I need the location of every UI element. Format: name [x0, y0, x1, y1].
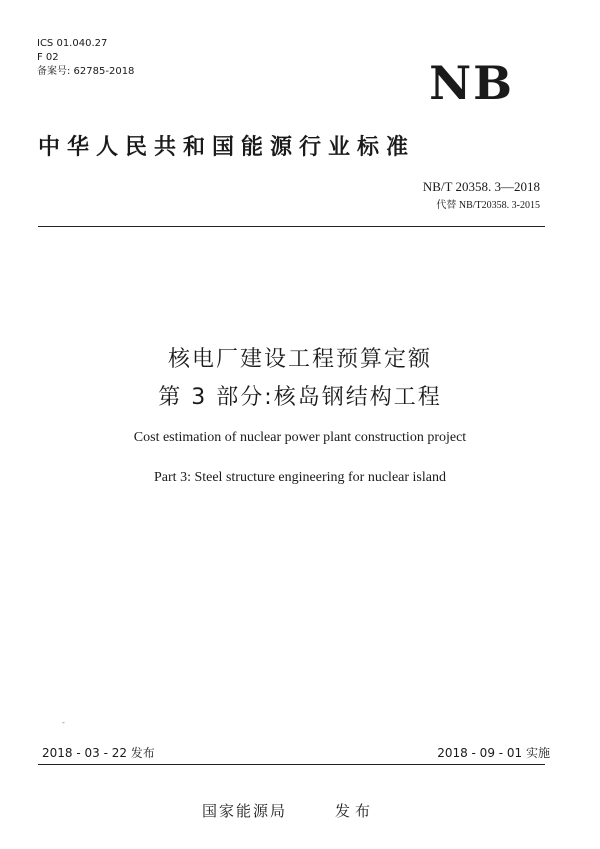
scan-mark: - — [62, 718, 65, 727]
publish-label: 发布 — [335, 802, 376, 820]
footer-divider — [38, 764, 545, 765]
header-divider — [38, 226, 545, 227]
publisher-name: 国家能源局 — [202, 802, 288, 820]
title-chinese-line1: 核电厂建设工程预算定额 — [167, 347, 432, 372]
nb-logo: NB — [429, 56, 514, 110]
standard-type-title: 中华人民共和国能源行业标准 — [38, 135, 416, 160]
implementation-date: 2018 - 09 - 01 实施 — [437, 746, 550, 760]
standard-number: NB/T 20358. 3—2018 — [422, 179, 540, 194]
record-number: 备案号: 62785-2018 — [37, 66, 135, 77]
title-english-line2: Part 3: Steel structure engineering for nuclear island — [154, 470, 446, 485]
replaces-standard: 代替 NB/T20358. 3-2015 — [436, 200, 540, 211]
ics-code: ICS 01.040.27 — [37, 38, 108, 49]
title-chinese-line2: 第 3 部分:核岛钢结构工程 — [158, 385, 442, 410]
title-english-line1: Cost estimation of nuclear power plant construction project — [133, 430, 467, 445]
classification-code: F 02 — [37, 52, 59, 63]
issue-date: 2018 - 03 - 22 发布 — [42, 746, 155, 760]
